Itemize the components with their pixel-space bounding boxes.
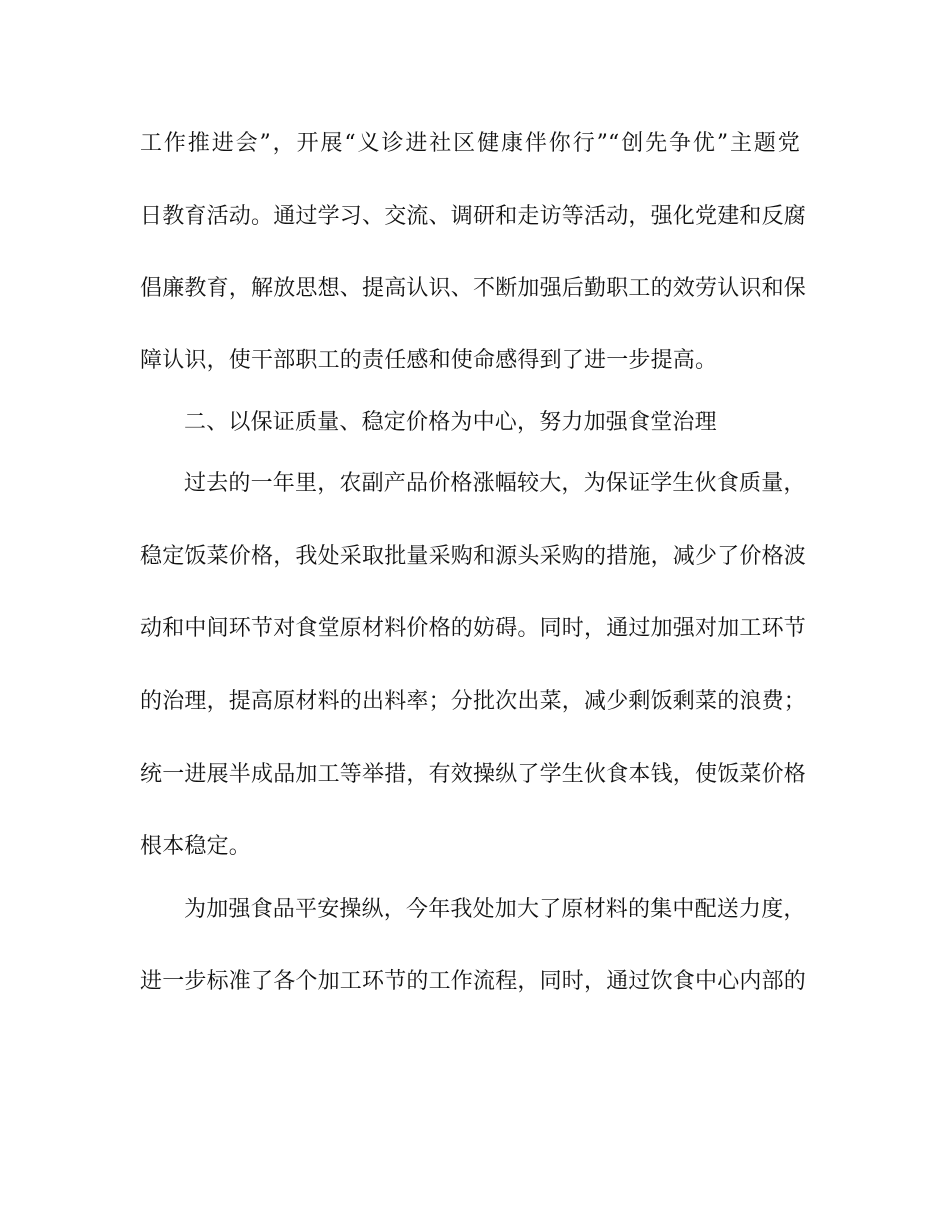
paragraph-line: 日教育活动。通过学习、交流、调研和走访等活动，强化党建和反腐: [140, 204, 807, 229]
paragraph-line: 进一步标准了各个加工环节的工作流程，同时，通过饮食中心内部的: [140, 969, 807, 994]
paragraph-line: 过去的一年里，农副产品价格涨幅较大，为保证学生伙食质量，: [184, 471, 806, 496]
paragraph-line: 倡廉教育，解放思想、提高认识、不断加强后勤职工的效劳认识和保: [140, 276, 807, 301]
paragraph-line: 动和中间环节对食堂原材料价格的妨碍。同时，通过加强对加工环节: [140, 616, 807, 641]
paragraph-line: 统一进展半成品加工等举措，有效操纵了学生伙食本钱，使饭菜价格: [140, 762, 807, 787]
paragraph-line: 稳定饭菜价格，我处采取批量采购和源头采购的措施，减少了价格波: [140, 544, 807, 569]
paragraph-line: 为加强食品平安操纵，今年我处加大了原材料的集中配送力度，: [184, 897, 806, 922]
paragraph-line: 障认识，使干部职工的责任感和使命感得到了进一步提高。: [140, 348, 718, 373]
paragraph-line: 的治理，提高原材料的出料率；分批次出菜，减少剩饭剩菜的浪费；: [140, 689, 807, 714]
section-heading: 二、以保证质量、稳定价格为中心，努力加强食堂治理: [184, 410, 717, 435]
paragraph-line: 根本稳定。: [140, 834, 252, 859]
paragraph-line: 工作推进会”，开展“义诊进社区健康伴你行”“创先争优”主题党: [140, 131, 800, 156]
